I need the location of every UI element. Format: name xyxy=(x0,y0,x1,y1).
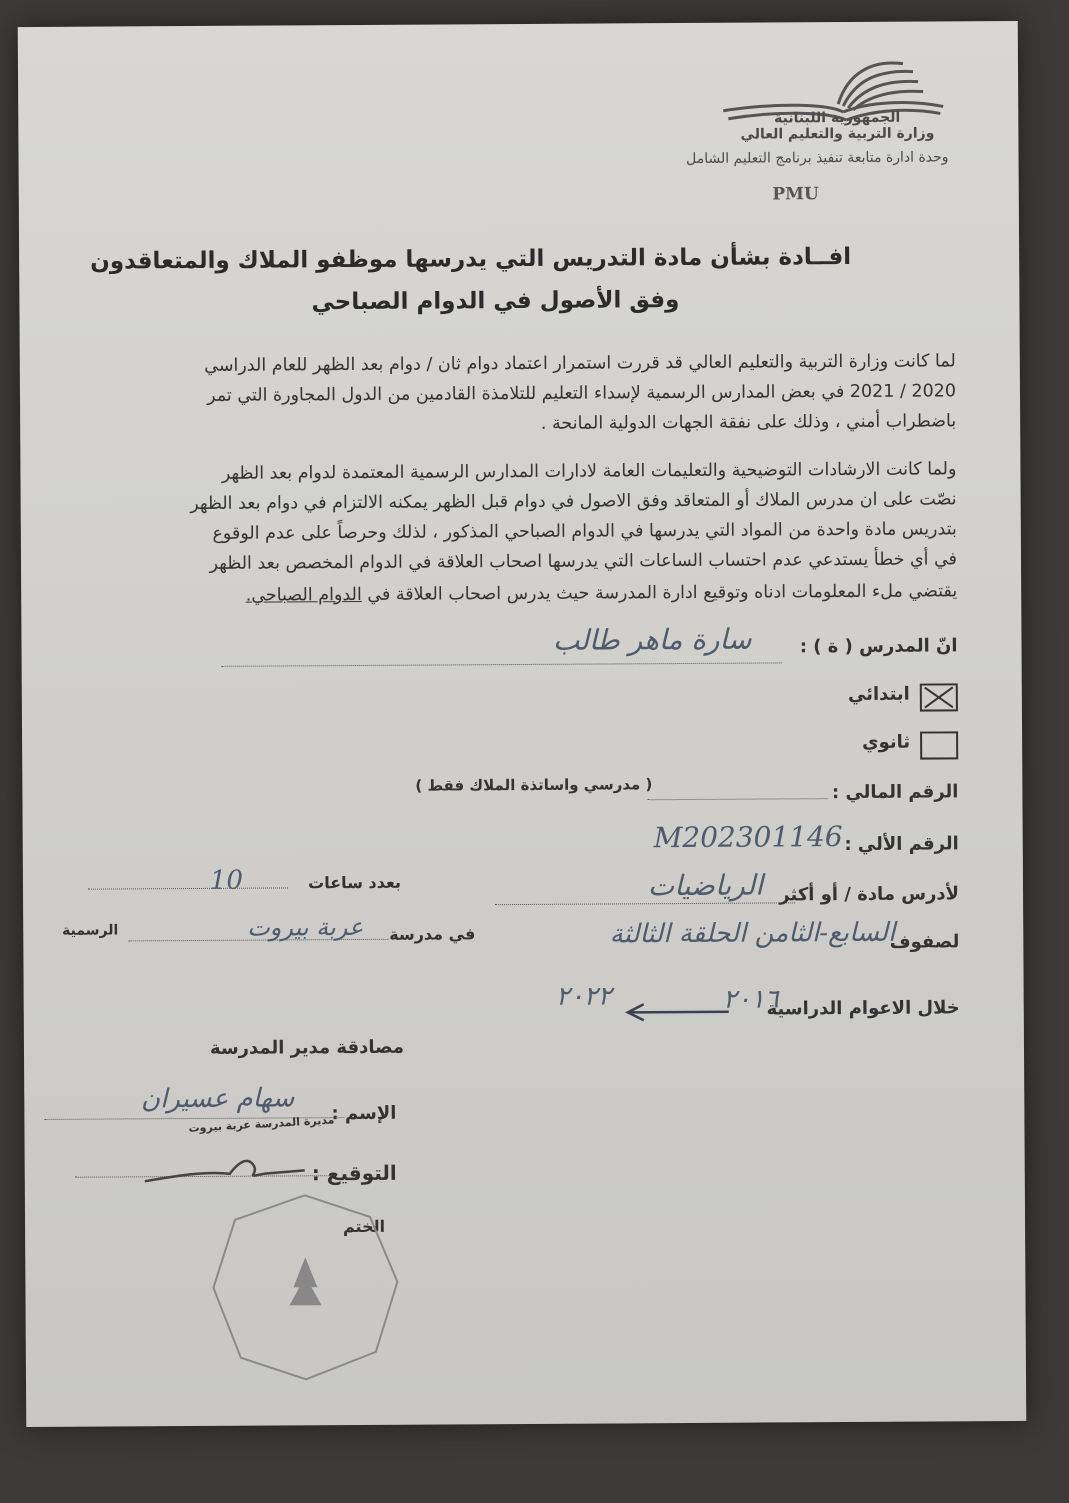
subject-label: لأدرس مادة / أو أكثر xyxy=(779,883,960,906)
primary-checkbox[interactable] xyxy=(920,683,958,711)
secondary-label: ثانوي xyxy=(861,731,911,753)
paragraph2-line4: في أي خطأ يستدعي عدم احتساب الساعات التي يدرسها اصحاب العلاقة في الدوام المخصص بعد الظهر xyxy=(209,549,958,574)
subject-dotted-line xyxy=(495,902,795,905)
auto-number-label: الرقم الألي : xyxy=(844,833,959,856)
checkbox-x-mark-icon xyxy=(922,685,956,709)
hours-dotted-line xyxy=(88,887,288,889)
teacher-dotted-line xyxy=(222,662,782,666)
paragraph1-line2: 2020 / 2021 في بعض المدارس الرسمية لإسداء التعليم للتلامذة القادمين من الدول المجاورة التي تمر xyxy=(207,381,957,406)
page-title-line1: افــادة بشأن مادة التدريس التي يدرسها موظفو الملاك والمتعاقدون xyxy=(90,243,852,275)
paragraph2-line5 xyxy=(246,583,958,605)
years-from: ٢٠١٦ xyxy=(722,984,779,1015)
header-republic: الجمهورية اللبنانية xyxy=(774,109,901,127)
official-seal-icon xyxy=(205,1187,406,1388)
name-stamp-text: مديرة المدرسة عربة بيروت xyxy=(188,1113,335,1135)
financial-number-dotted-line xyxy=(647,798,827,800)
header-code: PMU xyxy=(772,184,819,205)
financial-note: ( مدرسي واساتذة الملاك فقط ) xyxy=(415,775,653,795)
header-unit: وحدة ادارة متابعة تنفيذ برنامج التعليم الشامل xyxy=(686,149,949,167)
arrow-left-icon xyxy=(624,1001,734,1024)
name-label: الإسم : xyxy=(331,1102,397,1125)
paragraph2-emph: الدوام الصباحي. xyxy=(245,584,362,606)
teacher-label: انّ المدرس ( ة ) : xyxy=(799,635,958,658)
primary-label: ابتدائي xyxy=(847,683,910,706)
subject-value: الرياضيات xyxy=(647,868,764,903)
page-title-line2: وفق الأصول في الدوام الصباحي xyxy=(311,287,680,316)
school-value: عربة بيروت xyxy=(247,912,364,942)
teacher-value: سارة ماهر طالب xyxy=(552,622,752,657)
secondary-checkbox[interactable] xyxy=(920,731,958,759)
years-to: ٢٠٢٢ xyxy=(555,981,612,1012)
grades-label: لصفوف xyxy=(889,931,960,953)
paragraph2-line5-text: يقتضي ملء المعلومات ادناه وتوقيع ادارة المدرسة حيث يدرس اصحاب العلاقة في xyxy=(367,581,958,605)
document-page xyxy=(18,21,1027,1427)
financial-number-label: الرقم المالي : xyxy=(831,781,959,804)
hours-value: 10 xyxy=(209,865,244,896)
school-suffix: الرسمية xyxy=(62,922,119,939)
years-label xyxy=(767,997,960,1019)
header-ministry: وزارة التربية والتعليم العالي xyxy=(740,125,935,143)
paragraph2-line3: بتدريس مادة واحدة من المواد التي يدرسها في الدوام الصباحي المذكور ، لذلك وحرصاً على عدم الوقوع xyxy=(212,519,957,544)
paragraph1-line3: باضطراب أمني ، وذلك على نفقة الجهات الدولية المانحة . xyxy=(540,411,957,434)
paragraph1-line1: لما كانت وزارة التربية والتعليم العالي قد قررت استمرار اعتماد دوام ثان / دوام بعد الظهر للعام الدراسي xyxy=(204,351,956,376)
paragraph2-line2: نصّت على ان مدرس الملاك أو المتعاقد وفق الاصول في دوام قبل الظهر يمكنه الالتزام في دوام بعد الظهر xyxy=(190,489,957,515)
handwritten-signature-icon xyxy=(135,1145,315,1191)
paragraph2-line1: ولما كانت الارشادات التوضيحية والتعليمات العامة لادارات المدارس الرسمية المعتمدة لدوام بعد الظهر xyxy=(221,459,957,484)
approval-heading: مصادقة مدير المدرسة xyxy=(209,1036,405,1059)
years-label-text: خلال الاعوام الدراسية xyxy=(766,997,960,1020)
name-value: سهام عسيران xyxy=(140,1083,295,1115)
hours-label: بعدد ساعات xyxy=(308,872,402,893)
grades-value: السابع-الثامن الحلقة الثالثة xyxy=(609,917,896,950)
signature-label: التوقيع : xyxy=(311,1160,397,1186)
stamp-label: الختم xyxy=(342,1216,386,1237)
school-prefix: في مدرسة xyxy=(389,924,476,944)
auto-number-value: M202301146 xyxy=(653,820,843,855)
